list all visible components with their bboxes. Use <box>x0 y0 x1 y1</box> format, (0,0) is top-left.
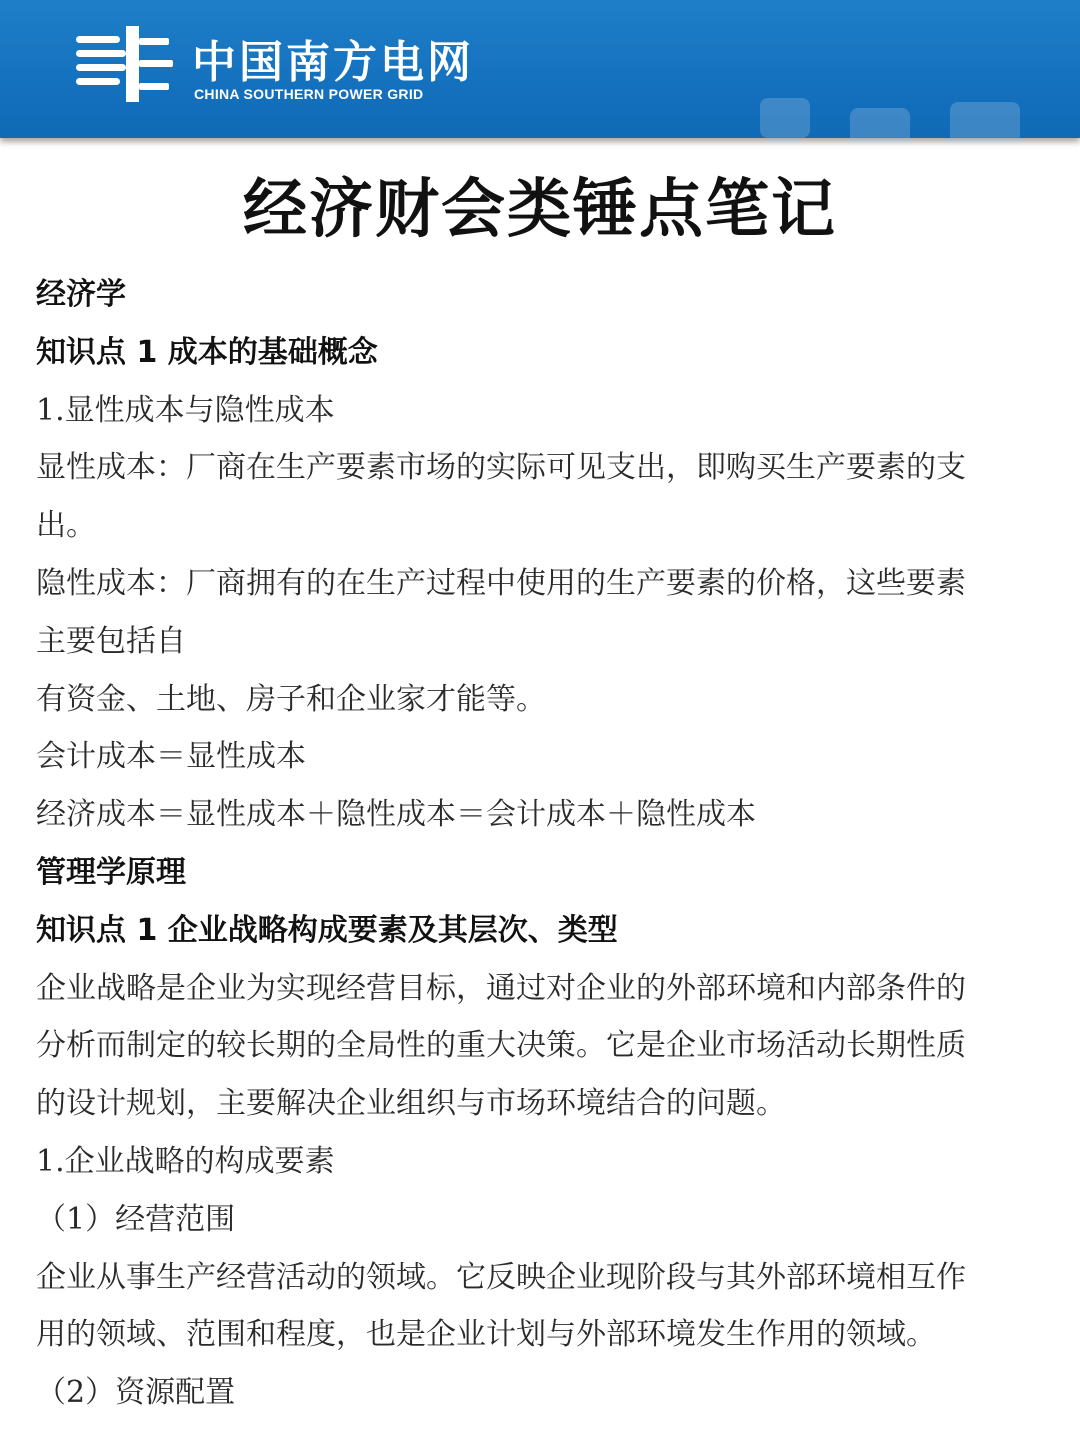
body-line: 有资金、土地、房子和企业家才能等。 <box>36 681 546 717</box>
document-body <box>36 266 1046 1422</box>
body-line: 企业战略是企业为实现经营目标，通过对企业的外部环境和内部条件的 <box>36 970 966 1006</box>
brand-name-cn: 中国南方电网 <box>192 37 474 88</box>
body-line: 分析而制定的较长期的全局性的重大决策。它是企业市场活动长期性质 <box>36 1028 966 1064</box>
knowledge-point-heading: 知识点 1 企业战略构成要素及其层次、类型 <box>36 912 618 948</box>
body-line: 显性成本：厂商在生产要素市场的实际可见支出，即购买生产要素的支 <box>36 450 966 486</box>
subheading: 1.企业战略的构成要素 <box>36 1143 335 1179</box>
brand-name-en: CHINA SOUTHERN POWER GRID <box>194 86 424 102</box>
section-heading-management: 管理学原理 <box>36 854 186 890</box>
document-title: 经济财会类锤点笔记 <box>243 172 837 247</box>
list-item: （1）经营范围 <box>36 1201 236 1237</box>
list-item: （2）资源配置 <box>36 1375 236 1411</box>
knowledge-point-heading: 知识点 1 成本的基础概念 <box>36 334 378 370</box>
body-line: 主要包括自 <box>36 623 186 659</box>
formula-line: 经济成本＝显性成本＋隐性成本＝会计成本＋隐性成本 <box>36 797 756 833</box>
csg-logo-icon <box>76 26 176 102</box>
formula-line: 会计成本＝显性成本 <box>36 739 306 775</box>
section-heading-economics: 经济学 <box>36 277 126 312</box>
subheading: 1.显性成本与隐性成本 <box>36 392 335 428</box>
banner-decoration <box>740 88 1040 138</box>
header-banner <box>0 0 1080 138</box>
body-line: 企业从事生产经营活动的领域。它反映企业现阶段与其外部环境相互作 <box>36 1259 966 1295</box>
body-line: 出。 <box>36 508 96 544</box>
body-line: 的设计规划，主要解决企业组织与市场环境结合的问题。 <box>36 1086 786 1122</box>
body-line: 隐性成本：厂商拥有的在生产过程中使用的生产要素的价格，这些要素 <box>36 565 966 601</box>
body-line: 用的领域、范围和程度，也是企业计划与外部环境发生作用的领域。 <box>36 1317 936 1353</box>
